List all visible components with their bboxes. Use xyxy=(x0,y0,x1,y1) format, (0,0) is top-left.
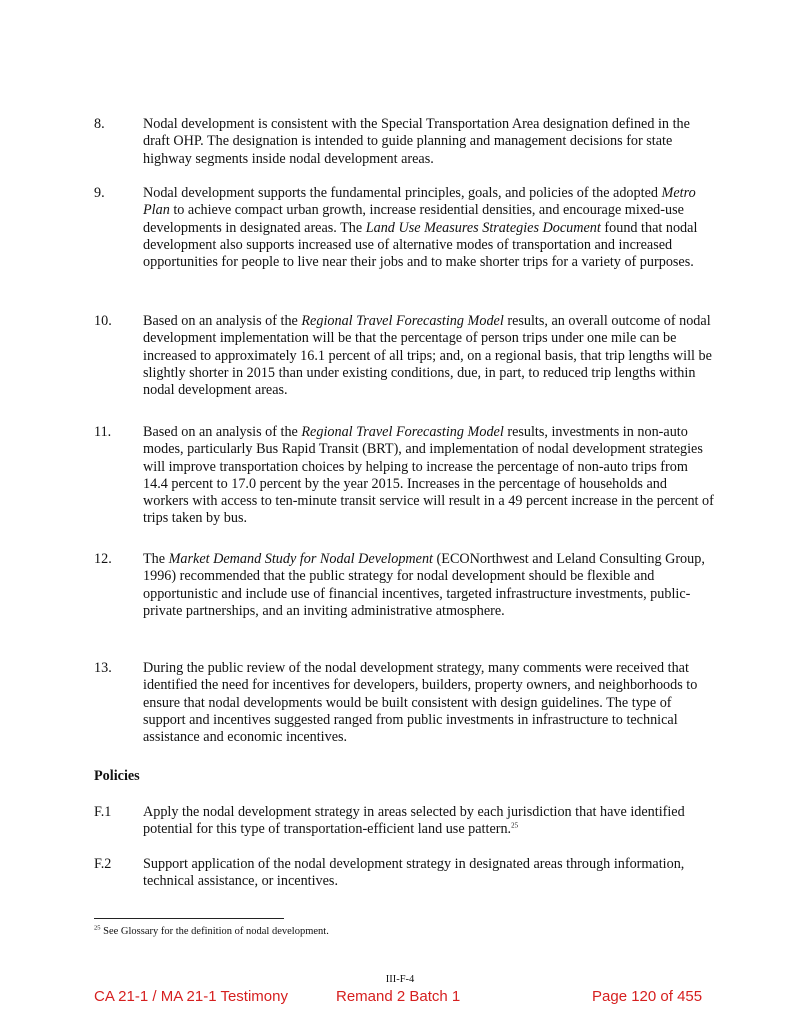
finding-10 xyxy=(94,313,714,399)
finding-text: Based on an analysis of the Regional Travel Forecasting Model results, an overall outcome of nodal development implementation will be that the percentage of person trips under one mile can be increased to approximately 16.1 percent of all trips; and, on a regional basis, that trip lengths will be slightly shorter in 2015 than under existing conditions, due, in part, to reduced trip lengths within nodal development areas. xyxy=(143,313,712,399)
page-number: III-F-4 xyxy=(385,974,415,985)
policy-text: Apply the nodal development strategy in areas selected by each jurisdiction that have identified potential for this type of transportation-efficient land use pattern.$^{25}$ xyxy=(143,804,685,838)
finding-text: Based on an analysis of the Regional Travel Forecasting Model results, investments in non-auto modes, particularly Bus Rapid Transit (BRT), and implementation of nodal development strategies will improve transportation choices by helping to increase the percentage of non-auto trips from 14.4 percent to 17.0 percent by the year 2015. Increases in the percentage of households and workers with access to ten-minute transit service will result in a 49 percent increase in the percent of trips taken by bus. xyxy=(143,424,714,527)
footnote xyxy=(94,926,329,937)
finding-12 xyxy=(94,551,714,620)
policy-f2 xyxy=(94,856,714,891)
finding-text: The Market Demand Study for Nodal Development (ECONorthwest and Leland Consulting Group, 1996) recommended that the public strategy for nodal development should be flexible and opportunistic and include use of financial incentives, targeted infrastructure investments, public-private partnerships, and an inviting administrative atmosphere. xyxy=(143,551,705,619)
model-title: Regional Travel Forecasting Model xyxy=(301,424,504,440)
finding-13 xyxy=(94,660,714,746)
model-title: Regional Travel Forecasting Model xyxy=(301,313,504,329)
finding-9 xyxy=(94,185,714,271)
finding-number: 10. xyxy=(94,313,112,329)
finding-number: 13. xyxy=(94,660,112,676)
document-title-metro-plan: Metro Plan xyxy=(143,185,696,219)
footer-testimony-label: CA 21-1 / MA 21-1 Testimony xyxy=(94,988,288,1005)
policies-heading: Policies xyxy=(94,768,140,784)
document-title-land-use-measures: Land Use Measures Strategies Document xyxy=(365,219,601,236)
footer-batch-label: Remand 2 Batch 1 xyxy=(336,988,461,1005)
footnote-reference[interactable]: 25 xyxy=(511,821,519,830)
finding-number: 12. xyxy=(94,551,112,567)
finding-number: 11. xyxy=(94,424,112,440)
finding-8 xyxy=(94,116,714,168)
finding-number: 9. xyxy=(94,185,105,201)
finding-number: 8. xyxy=(94,116,105,132)
policy-f1 xyxy=(94,804,714,839)
footnote-divider xyxy=(94,918,284,919)
policy-number: F.2 xyxy=(94,856,112,872)
finding-text: Nodal development is consistent with the Special Transportation Area designation defined in the draft OHP. The designation is intended to guide planning and management decisions for state highway segments inside nodal development areas. xyxy=(143,116,690,167)
policy-text: Support application of the nodal development strategy in designated areas through information, technical assistance, or incentives. xyxy=(143,856,685,890)
footnote-text: See Glossary for the definition of nodal development. xyxy=(103,926,329,937)
study-title: Market Demand Study for Nodal Development xyxy=(168,551,433,567)
finding-text: Nodal development supports the fundamental principles, goals, and policies of the adopted Metro Plan to achieve compact urban growth, increase residential densities, and encourage mixed-use developments in designated areas. The Land Use Measures Strategies Document found that nodal development also supports increased use of alternative modes of transportation and increased opportunities for people to live near their jobs and to make shorter trips for a variety of purposes. xyxy=(143,185,698,271)
policy-number: F.1 xyxy=(94,804,112,820)
finding-text: During the public review of the nodal development strategy, many comments were received that identified the need for incentives for developers, builders, property owners, and neighborhoods to ensure that nodal developments would be built consistent with design guidelines. The type of support and incentives suggested ranged from public investments in infrastructure to technical assistance and economic incentives. xyxy=(143,660,698,746)
footnote-number: 25 xyxy=(94,924,101,932)
finding-11 xyxy=(94,424,714,528)
footer-page-count: Page 120 of 455 xyxy=(592,988,703,1005)
